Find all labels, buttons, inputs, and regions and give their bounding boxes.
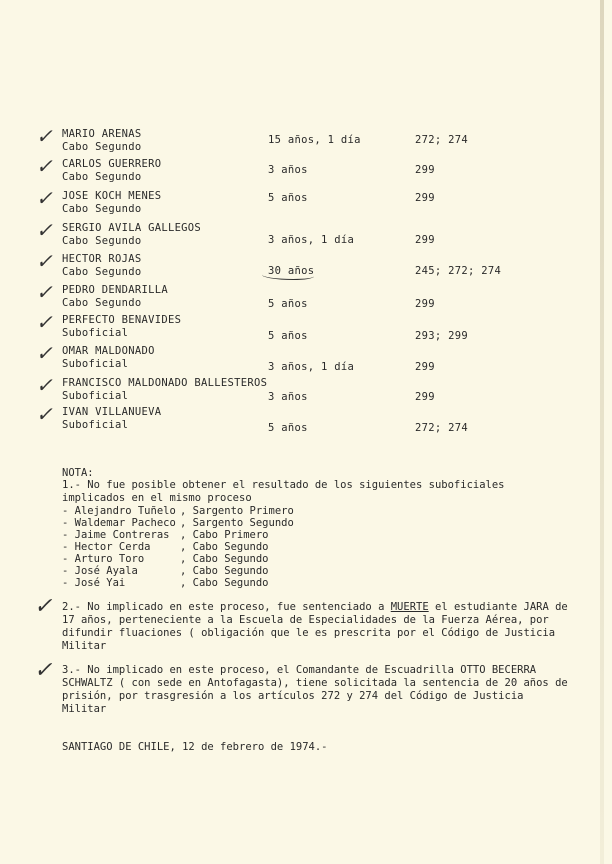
- entry-articles: 272; 274: [415, 422, 468, 434]
- entry-name: FRANCISCO MALDONADO BALLESTEROS: [62, 377, 268, 389]
- handwritten-underline: [262, 271, 314, 280]
- entry-articles: 299: [415, 234, 435, 246]
- entry-name: PERFECTO BENAVIDES: [62, 314, 182, 326]
- entry-rank: Suboficial: [62, 390, 129, 402]
- entry-term: 3 años, 1 día: [268, 234, 355, 246]
- entry-row: [0, 124, 612, 162]
- entry-rank: Cabo Segundo: [62, 203, 142, 215]
- checkmark-icon: ✓: [36, 310, 53, 334]
- checkmark-icon: ✓: [34, 658, 53, 683]
- checkmark-icon: ✓: [36, 249, 53, 273]
- note-item-3: 3.- No implicado en este proceso, el Comandante de Escuadrilla OTTO BECERRA SCHWALTZ ( con sede en Antofagasta), tiene solicitada la sentencia de 20 años de prisión, por trasgresión a los artículos 272 y 274 del Código de Justicia Militar: [62, 664, 575, 715]
- entry-row: [0, 402, 612, 440]
- entry-articles: 299: [415, 298, 435, 310]
- dateline: SANTIAGO DE CHILE, 12 de febrero de 1974.-: [62, 741, 328, 753]
- checkmark-icon: ✓: [36, 154, 53, 178]
- list-item: - José Ayala , Cabo Segundo: [62, 565, 269, 577]
- entry-term: 3 años, 1 día: [268, 361, 355, 373]
- entry-rank: Cabo Segundo: [62, 297, 142, 309]
- entry-term: 5 años: [268, 298, 308, 310]
- entry-articles: 245; 272; 274: [415, 265, 502, 277]
- checkmark-icon: ✓: [36, 373, 53, 397]
- entry-term: 30 años: [268, 265, 315, 277]
- entry-articles: 293; 299: [415, 330, 468, 342]
- entry-name: SERGIO AVILA GALLEGOS: [62, 222, 202, 234]
- list-item: - Waldemar Pacheco , Sargento Segundo: [62, 517, 294, 529]
- entry-name: CARLOS GUERRERO: [62, 158, 162, 170]
- list-item: - José Yai , Cabo Segundo: [62, 577, 269, 589]
- underlined-word: MUERTE: [390, 601, 429, 613]
- note-item-1: 1.- No fue posible obtener el resultado de los siguientes suboficiales implicados en el mismo proceso: [62, 479, 511, 504]
- note-heading: NOTA:: [62, 467, 94, 479]
- checkmark-icon: ✓: [36, 186, 53, 210]
- entry-term: 5 años: [268, 422, 308, 434]
- entry-articles: 299: [415, 391, 435, 403]
- list-item: - Alejandro Tuñelo , Sargento Primero: [62, 505, 294, 517]
- entry-rank: Cabo Segundo: [62, 266, 142, 278]
- entry-name: PEDRO DENDARILLA: [62, 284, 168, 296]
- entry-term: 3 años: [268, 164, 308, 176]
- entry-name: HECTOR ROJAS: [62, 253, 142, 265]
- checkmark-icon: ✓: [36, 402, 53, 426]
- entry-row: [0, 186, 612, 224]
- entry-rank: Suboficial: [62, 419, 129, 431]
- entry-row: [0, 280, 612, 318]
- entry-row: [0, 249, 612, 287]
- entry-articles: 299: [415, 361, 435, 373]
- entry-name: JOSE KOCH MENES: [62, 190, 162, 202]
- entry-rank: Cabo Segundo: [62, 171, 142, 183]
- entry-articles: 272; 274: [415, 134, 468, 146]
- entry-rank: Cabo Segundo: [62, 141, 142, 153]
- checkmark-icon: ✓: [36, 218, 53, 242]
- other-suboficiales-list: [62, 505, 294, 589]
- entry-row: [0, 341, 612, 379]
- entry-term: 15 años, 1 día: [268, 134, 361, 146]
- entry-row: [0, 218, 612, 256]
- entry-row: [0, 154, 612, 192]
- entry-term: 5 años: [268, 192, 308, 204]
- checkmark-icon: ✓: [36, 280, 53, 304]
- entry-articles: 299: [415, 164, 435, 176]
- checkmark-icon: ✓: [36, 124, 53, 148]
- note-item-2: 2.- No implicado en este proceso, fue sentenciado a MUERTE el estudiante JARA de 17 años, perteneciente a la Escuela de Especialidades de la Fuerza Aérea, por difundir fluaciones ( obligación que le es prescrita por el Código de Justicia Militar: [62, 601, 575, 652]
- entry-term: 3 años: [268, 391, 308, 403]
- entry-rank: Suboficial: [62, 358, 129, 370]
- entry-term: 5 años: [268, 330, 308, 342]
- entry-rank: Cabo Segundo: [62, 235, 142, 247]
- checkmark-icon: ✓: [34, 594, 53, 619]
- list-item: - Arturo Toro , Cabo Segundo: [62, 553, 269, 565]
- entry-name: OMAR MALDONADO: [62, 345, 155, 357]
- list-item: - Hector Cerda , Cabo Segundo: [62, 541, 269, 553]
- entry-row: [0, 310, 612, 348]
- entry-rank: Suboficial: [62, 327, 129, 339]
- entry-articles: 299: [415, 192, 435, 204]
- entry-name: IVAN VILLANUEVA: [62, 406, 162, 418]
- checkmark-icon: ✓: [36, 341, 53, 365]
- entry-name: MARIO ARENAS: [62, 128, 142, 140]
- list-item: - Jaime Contreras , Cabo Primero: [62, 529, 269, 541]
